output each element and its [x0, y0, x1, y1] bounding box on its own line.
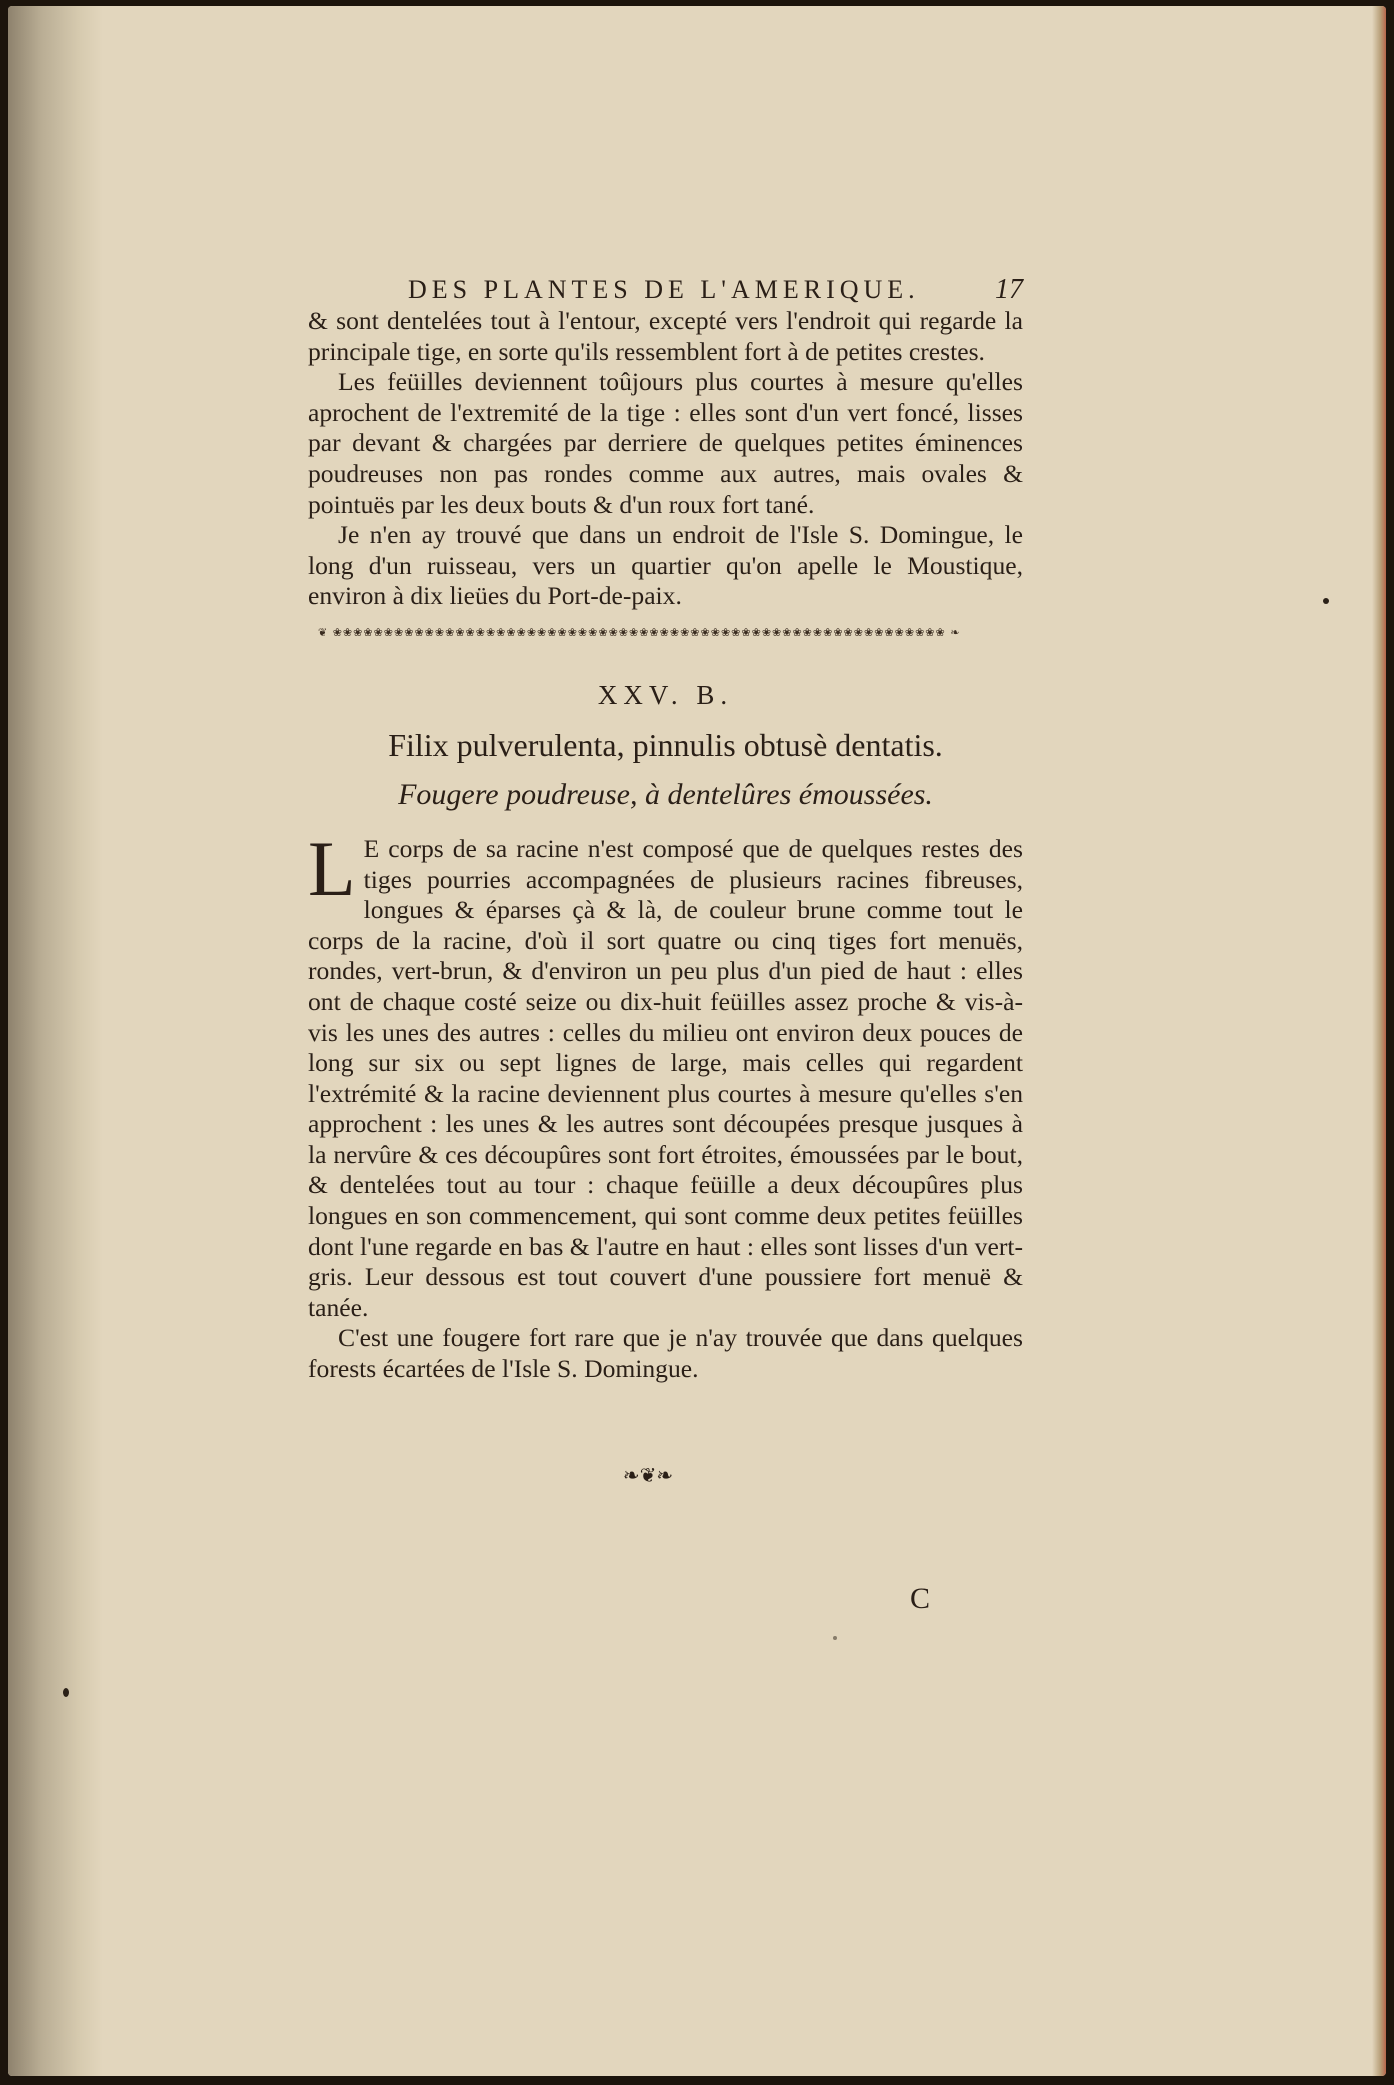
running-head-title: DES PLANTES DE L'AMERIQUE.	[408, 275, 920, 304]
fleuron-ornament: ❧❦❧	[622, 1462, 674, 1487]
page-edge	[1372, 6, 1386, 2076]
french-title: Fougere poudreuse, à dentelûres émoussées.	[398, 777, 933, 811]
paragraph-continuation: & sont dentelées tout à l'entour, excepté vers l'endroit qui regarde la principale tige, en sorte qu'ils ressemblent fort à de petites crestes.	[308, 306, 1023, 366]
paragraph-location: Je n'en ay trouvé que dans un endroit de l'Isle S. Domingue, le long d'un ruisseau, vers un quartier qu'on apelle le Moustique, environ à dix lieües du Port-de-paix.	[308, 520, 1023, 611]
signature-mark: C	[910, 1582, 931, 1615]
ornamental-rule: ❦ ❀❀❀❀❀❀❀❀❀❀❀❀❀❀❀❀❀❀❀❀❀❀❀❀❀❀❀❀❀❀❀❀❀❀❀❀❀❀❀❀❀❀❀❀❀❀❀❀❀❀❀❀❀❀❀❀❀❀❀❀ ❧	[318, 625, 961, 639]
drop-cap: L	[308, 824, 356, 912]
section-number: XXV. B.	[597, 679, 734, 710]
page-gutter-shadow	[8, 6, 103, 2076]
page-number: 17	[995, 274, 1023, 305]
latin-title: Filix pulverulenta, pinnulis obtusè dentatis.	[388, 726, 943, 763]
text-block	[308, 274, 1023, 1487]
ink-speck	[833, 1636, 837, 1640]
ink-speck	[63, 1688, 69, 1697]
book-page	[8, 6, 1386, 2076]
paragraph-leaves: Les feüilles deviennent toûjours plus courtes à mesure qu'elles aprochent de l'extremité de la tige : elles sont d'un vert foncé, lisses par devant & chargées par derriere de quelques petites éminences poudreuses non pas rondes comme aux autres, mais ovales & pointuës par les deux bouts & d'un roux fort tané.	[308, 367, 1023, 519]
ink-speck	[1323, 598, 1329, 604]
running-head	[408, 274, 1023, 306]
rarity-paragraph: C'est une fougere fort rare que je n'ay trouvée que dans quelques forests écartées de l'Isle S. Domingue.	[308, 1323, 1023, 1384]
description-paragraph	[308, 824, 1023, 1324]
description-text: E corps de sa racine n'est composé que de quelques restes des tiges pourries accompagnées de plusieurs racines fibreuses, longues & éparses çà & là, de couleur brune comme tout le corps de la racine, d'où il sort quatre ou cinq tiges fort menuës, rondes, vert-brun, & d'environ un peu plus d'un pied de haut : elles ont de chaque costé seize ou dix-huit feüilles assez proche & vis-à-vis les unes des autres : celles du milieu ont environ deux pouces de long sur six ou sept lignes de large, mais celles qui regardent l'extrémité & la racine deviennent plus courtes à mesure qu'elles s'en approchent : les unes & les autres sont découpées presque jusques à la nervûre & ces découpûres sont fort étroites, émoussées par le bout, & dentelées tout au tour : chaque feüille a deux découpûres plus longues en son commencement, qui sont comme deux petites feüilles dont l'une regarde en bas & l'autre en haut : elles sont lisses d'un vert-gris. Leur dessous est tout couvert d'une poussiere fort menuë & tanée.	[308, 833, 1023, 1322]
